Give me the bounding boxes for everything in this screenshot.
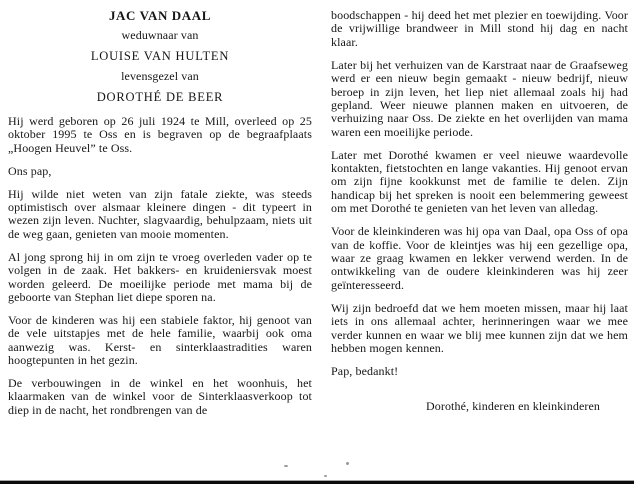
paragraph-youth: Al jong sprong hij in om zijn te vroeg overleden vader op te volgen in de zaak. Het bakkers- en kruideniersvak moest worden geleerd. De moeilijke periode met mama bij de geboorte van Stephan liet diepe sporen na.: [8, 249, 312, 304]
relation-label-partner: levensgezel van: [121, 69, 199, 84]
scan-speck: [284, 465, 288, 467]
paragraph-dorothe: Later met Dorothé kwamen er veel nieuwe waardevolle kontakten, fietstochten en lange vakanties. Hij genoot ervan om zijn fijne kookkunst met de familie te delen. Zijn handicap bij het spreken is nooit een belemmering geweest om met Dorothé te genieten van het leven van alledag.: [331, 147, 628, 216]
scan-speck: [346, 462, 349, 465]
paragraph-shop: De verbouwingen in de winkel en het woonhuis, het klaarmaken van de winkel voor de Sinterklaasverkoop tot diep in de nacht, het rondbrengen van de: [8, 376, 312, 417]
relation-label-widower: weduwnaar van: [121, 28, 199, 43]
signature-line: Dorothé, kinderen en kleinkinderen: [425, 399, 600, 414]
paragraph-move: Later bij het verhuizen van de Karstraat naar de Graafseweg werd er een nieuw begin gemaakt - nieuw bedrijf, nieuw beroep in zijn leven, het liep niet allemaal zoals hij had gepland. Weer nieuwe plannen maken en uitvoeren, de verhuizing naar Oss. De ziekte en het overlijden van mama waren een moeilijke periode.: [331, 57, 628, 139]
paragraph-character: Hij wilde niet weten van zijn fatale ziekte, was steeds optimistisch over alsmaar kleinere dingen - dit typeert in wezen zijn leven. Nuchter, slagvaardig, behulpzaam, niets uit de weg gaan, genieten van mooie momenten.: [8, 186, 312, 241]
left-column: [8, 9, 312, 417]
paragraph-family: Voor de kinderen was hij een stabiele faktor, hij genoot van de vele uitstapjes met de hele familie, waarbij ook oma aanwezig was. Kerst- en sinterklaastradities waren hoogtepunten in het gezin.: [8, 312, 312, 368]
thanks-line: Pap, bedankt!: [331, 363, 399, 378]
paragraph-birth-death: Hij werd geboren op 26 juli 1924 te Mill, overleed op 25 oktober 1995 te Oss en is begraven op de begraafplaats „Hoogen Heuvel” te Oss.: [8, 114, 312, 155]
paragraph-grandchildren: Voor de kleinkinderen was hij opa van Daal, opa Oss of opa van de koffie. Voor de kleintjes was hij een gezellige opa, waar ze graag kwamen en lekker verwend werden. In de ontwikkeling van de oudere kleinkinderen was hij zeer geïnteresseerd.: [331, 224, 628, 292]
partner-name: DOROTHÉ DE BEER: [96, 89, 224, 104]
paragraph-ons-pap: Ons pap,: [8, 163, 52, 178]
paragraph-farewell: Wij zijn bedroefd dat we hem moeten missen, maar hij laat iets in ons allemaal achter, herinneringen waar we mee verder kunnen en waar we blij mee kunnen zijn dat we hem hebben mogen kennen.: [331, 300, 628, 355]
paragraph-groceries: boodschappen - hij deed het met plezier en toewijding. Voor de vrijwillige brandweer in Mill stond hij dag en nacht klaar.: [331, 8, 628, 49]
memorial-header: [8, 9, 312, 104]
scan-fold-line: [0, 481, 634, 484]
scan-speck: [324, 475, 327, 477]
deceased-name: JAC VAN DAAL: [108, 8, 212, 23]
late-wife-name: LOUISE VAN HULTEN: [90, 48, 230, 63]
right-column: [331, 9, 628, 414]
